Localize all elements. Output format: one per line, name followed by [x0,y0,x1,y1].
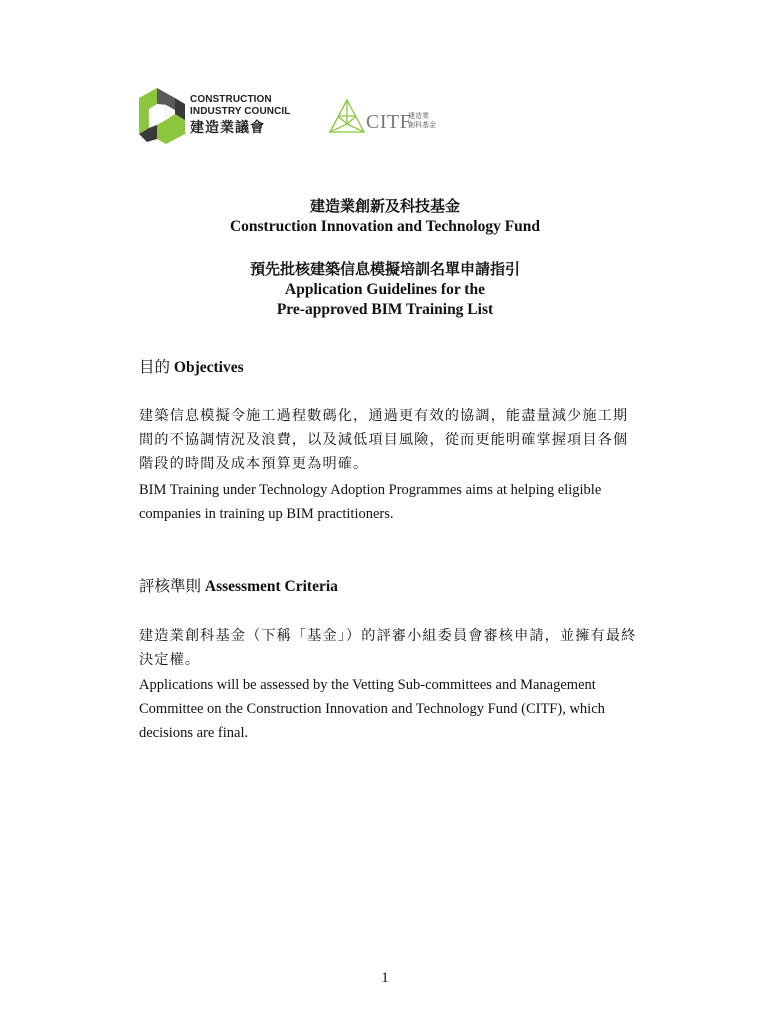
objectives-zh-line: 建築信息模擬令施工過程數碼化，通過更有效的協調，能盡量減少施工期 [139,408,629,424]
subtitle-en-line2: Pre-approved BIM Training List [276,301,494,318]
objectives-zh-line: 階段的時間及成本預算更為明確。 [139,456,369,472]
cic-emblem-icon [139,84,187,146]
citf-logo-word: CITF [366,111,412,133]
criteria-heading-en: Assessment Criteria [204,578,338,595]
criteria-heading [139,575,338,598]
citf-emblem-icon [328,98,366,136]
objectives-en-line: companies in training up BIM practitioners. [139,506,394,522]
objectives-heading-en: Objectives [173,359,244,376]
cic-logo-zh: 建造業議會 [190,120,265,136]
cic-logo [139,84,291,146]
citf-logo-zh [408,112,436,130]
cic-logo-line1: CONSTRUCTION [190,94,272,105]
title-zh: 建造業創新及科技基金 [309,197,460,215]
criteria-en-line: Applications will be assessed by the Vetting Sub-committees and Management [139,677,596,693]
cic-logo-line2: INDUSTRY COUNCIL [190,106,291,117]
criteria-zh-paragraph [139,624,637,672]
objectives-heading-zh: 目的 [139,358,171,376]
objectives-en-paragraph [139,478,634,526]
criteria-zh-line: 建造業創科基金（下稱「基金」）的評審小組委員會審核申請，並擁有最終 [139,628,637,644]
criteria-en-line: decisions are final. [139,725,249,741]
objectives-zh-paragraph [139,404,634,476]
citf-logo-zh-line2: 創科基金 [408,121,436,129]
criteria-heading-zh: 評核準則 [139,577,202,595]
title-en: Construction Innovation and Technology Fund [229,218,541,235]
page-number: 1 [381,970,389,986]
criteria-zh-line: 決定權。 [139,652,201,668]
citf-logo [328,98,440,136]
criteria-en-paragraph [139,673,634,745]
cic-logo-text [190,94,291,137]
subtitle-en-line1: Application Guidelines for the [285,281,485,298]
objectives-en-line: BIM Training under Technology Adoption Programmes aims at helping eligible [139,482,602,498]
subtitle-zh: 預先批核建築信息模擬培訓名單申請指引 [249,260,520,278]
criteria-en-line: Committee on the Construction Innovation and Technology Fund (CITF), which [139,701,605,717]
subtitle-block [0,258,770,320]
objectives-heading [139,356,244,379]
title-block [0,195,770,237]
objectives-zh-line: 間的不協調情況及浪費，以及減低項目風險，從而更能明確掌握項目各個 [139,432,629,448]
citf-logo-zh-line1: 建造業 [408,112,429,120]
